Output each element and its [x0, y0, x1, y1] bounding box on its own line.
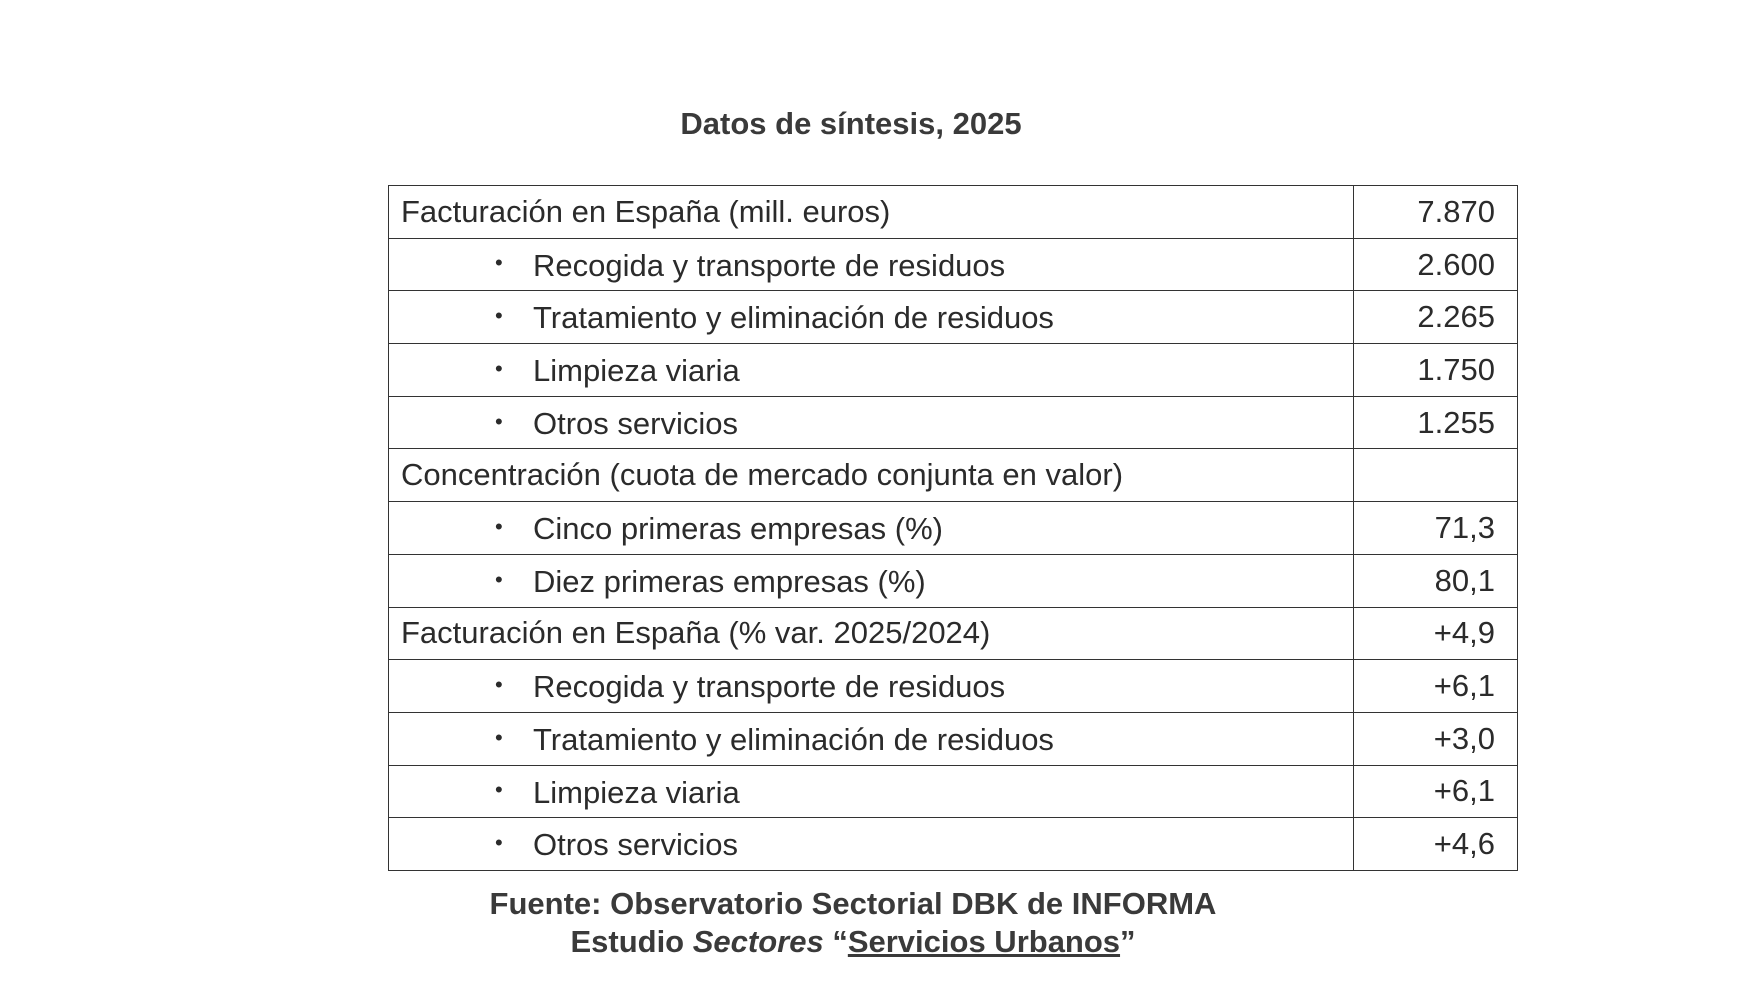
bullet-icon: • — [495, 830, 503, 855]
table-row — [389, 396, 1518, 449]
row-value: 2.600 — [1354, 238, 1518, 291]
table-row — [389, 449, 1518, 502]
bullet-icon: • — [495, 566, 503, 592]
row-value: +3,0 — [1354, 712, 1518, 765]
source-note — [0, 885, 1728, 961]
bullet-icon: • — [495, 724, 503, 750]
table-title: Datos de síntesis, 2025 — [680, 106, 1022, 141]
source-close-quote: ” — [1120, 924, 1136, 959]
source-line-2 — [0, 923, 1728, 961]
row-value: +6,1 — [1354, 765, 1518, 818]
table-row — [389, 818, 1518, 871]
source-study-link[interactable]: Servicios Urbanos — [847, 924, 1121, 959]
bullet-icon: • — [495, 671, 503, 697]
row-label: Recogida y transporte de residuos — [533, 668, 1006, 704]
table-row — [389, 660, 1518, 713]
row-label: Tratamiento y eliminación de residuos — [533, 721, 1054, 757]
row-label: Facturación en España (mill. euros) — [389, 186, 1354, 239]
bullet-icon: • — [495, 250, 503, 276]
source-line-1: Fuente: Observatorio Sectorial DBK de INFORMA — [489, 886, 1217, 921]
row-label: Facturación en España (% var. 2025/2024) — [389, 607, 1354, 660]
table-row — [389, 344, 1518, 397]
row-label: Cinco primeras empresas (%) — [533, 510, 943, 546]
table-row — [389, 502, 1518, 555]
bullet-icon: • — [495, 303, 503, 329]
row-value: +6,1 — [1354, 660, 1518, 713]
bullet-icon: • — [495, 513, 503, 539]
row-value: 7.870 — [1354, 186, 1518, 239]
row-label: Recogida y transporte de residuos — [533, 247, 1006, 283]
row-value: +4,9 — [1354, 607, 1518, 660]
row-value: 80,1 — [1354, 554, 1518, 607]
source-open-quote: “ — [823, 924, 848, 959]
bullet-icon: • — [495, 355, 503, 381]
row-label: Otros servicios — [533, 827, 738, 862]
bullet-icon: • — [495, 777, 503, 803]
table-row — [389, 554, 1518, 607]
row-label: Concentración (cuota de mercado conjunta en valor) — [389, 449, 1354, 502]
table-row — [389, 765, 1518, 818]
row-value: 1.750 — [1354, 344, 1518, 397]
row-value — [1354, 449, 1518, 502]
row-value: 2.265 — [1354, 291, 1518, 344]
table-row — [389, 291, 1518, 344]
table-row — [389, 607, 1518, 660]
row-value: 71,3 — [1354, 502, 1518, 555]
synthesis-table — [388, 185, 1518, 871]
row-value: 1.255 — [1354, 396, 1518, 449]
source-study-prefix: Estudio — [570, 924, 693, 959]
table-row — [389, 712, 1518, 765]
row-label: Otros servicios — [533, 405, 738, 441]
row-label: Limpieza viaria — [533, 352, 740, 388]
row-value: +4,6 — [1354, 818, 1518, 871]
row-label: Diez primeras empresas (%) — [533, 563, 926, 599]
row-label: Limpieza viaria — [533, 774, 740, 810]
bullet-icon: • — [495, 408, 503, 434]
source-study-italic: Sectores — [692, 924, 824, 959]
table-row — [389, 186, 1518, 239]
row-label: Tratamiento y eliminación de residuos — [533, 300, 1054, 336]
table-row — [389, 238, 1518, 291]
